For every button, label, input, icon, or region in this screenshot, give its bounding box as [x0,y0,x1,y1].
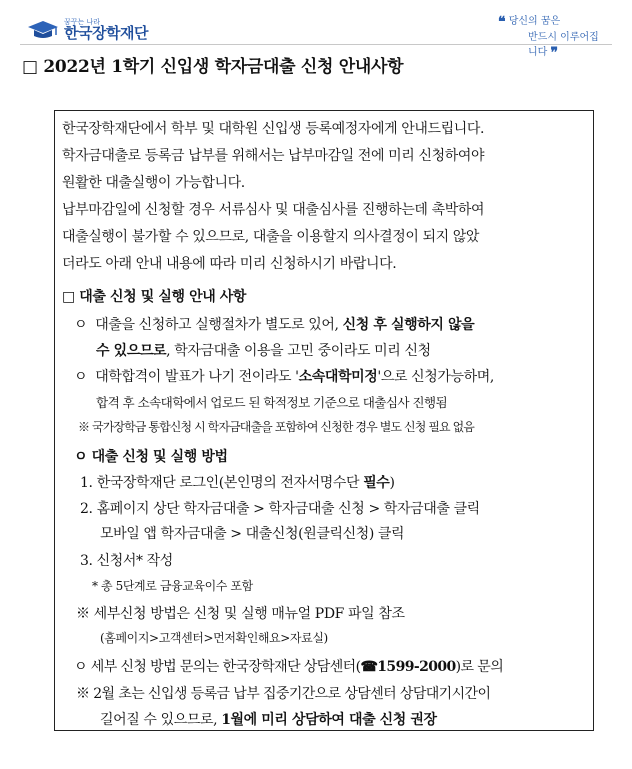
logo-tagline: 꿈꾸는 나라 [64,18,101,26]
intro-line-6: 더라도 아래 안내 내용에 따라 미리 신청하시기 바랍니다. [62,256,397,272]
section-heading: □ 대출 신청 및 실행 안내 사항 [62,289,247,305]
slogan-line-2: 반드시 이루어집니다 [528,32,599,58]
slogan-line-1: 당신의 꿈은 [508,16,561,27]
intro-line-4: 납부마감일에 신청할 경우 서류심사 및 대출심사를 진행하는데 촉박하여 [62,202,485,218]
step-1 [80,472,395,492]
bullet-2-bold: 소속대학미정 [298,369,378,385]
bullet-2-line-2: 합격 후 소속대학에서 업로드 된 학적정보 기준으로 대출심사 진행됨 [96,395,448,410]
step-1-text: 1. 한국장학재단 로그인(본인명의 전자서명수단 [80,475,364,491]
manual-note: ※ 세부신청 방법은 신청 및 실행 매뉴얼 PDF 파일 참조 [76,606,405,622]
bullet-mark: ㅇ [74,317,88,333]
contact-text-a: ㅇ 세부 신청 방법 문의는 한국장학재단 상담센터( [74,659,361,675]
logo [26,18,148,42]
open-quote-icon: ❝ [498,14,506,30]
bullet-2-text-b: '으로 신청가능하며, [377,369,494,385]
method-heading: ㅇ 대출 신청 및 실행 방법 [74,449,228,465]
bullet-1-line-1 [74,314,474,334]
slogan [498,14,608,61]
close-quote-icon: ❞ [550,45,559,61]
bullet-mark: ㅇ [74,369,88,385]
integrated-application-note: ※ 국가장학금 통합신청 시 학자금대출을 포함하여 신청한 경우 별도 신청 필요 없음 [78,420,474,434]
intro-line-2: 학자금대출로 등록금 납부를 위해서는 납부마감일 전에 미리 신청하여야 [62,148,485,164]
bullet-2-text-a: 대학합격이 발표가 나기 전이라도 ' [95,369,299,385]
intro-line-1: 한국장학재단에서 학부 및 대학원 신입생 등록예정자에게 안내드립니다. [62,121,485,137]
bullet-1-bold-2: 수 있으므로 [96,343,167,359]
february-note-line-1: ※ 2월 초는 신입생 등록금 납부 집중기간으로 상담센터 상담대기시간이 [76,686,491,702]
graduation-cap-icon [26,18,60,42]
contact-line [74,656,503,676]
bullet-1-text-2: , 학자금대출 이용을 고민 중이라도 미리 신청 [166,343,431,359]
february-note-line-2 [100,709,437,729]
step-3: 3. 신청서* 작성 [80,553,173,569]
contact-text-b: )로 문의 [455,659,504,675]
header-divider [20,44,612,45]
step-2-line-2: 모바일 앱 학자금대출 > 대출신청(원클릭신청) 클릭 [100,526,405,542]
step-1-bold: 필수 [363,475,390,491]
intro-line-5: 대출실행이 불가할 수 있으므로, 대출을 이용할지 의사결정이 되지 않았 [62,229,480,245]
manual-path: (홈페이지>고객센터>먼저확인해요>자료실) [100,631,328,645]
february-note-text: 길어질 수 있으므로, [100,712,222,728]
intro-line-3: 원활한 대출실행이 가능합니다. [62,175,245,191]
february-note-bold: 1월에 미리 상담하여 대출 신청 권장 [221,712,437,728]
logo-name: 한국장학재단 [64,24,148,42]
bullet-1-line-2 [96,340,431,360]
page-title: □ 2022년 1학기 신입생 학자금대출 신청 안내사항 [22,57,404,77]
step-3-note: * 총 5단계로 금융교육이수 포함 [92,579,253,593]
bullet-1-bold: 신청 후 실행하지 않을 [342,317,475,333]
contact-phone: ☎1599-2000 [360,659,456,675]
bullet-1-text: 대출을 신청하고 실행절차가 별도로 있어, [95,317,343,333]
step-1-end: ) [389,475,395,491]
step-2-line-1: 2. 홈페이지 상단 학자금대출 > 학자금대출 신청 > 학자금대출 클릭 [80,501,480,517]
bullet-2-line-1 [74,366,494,386]
